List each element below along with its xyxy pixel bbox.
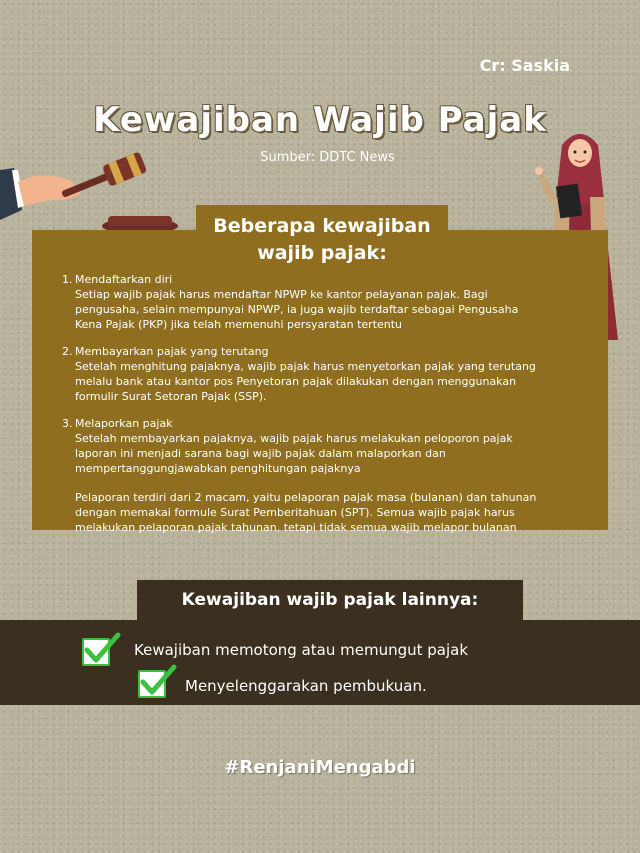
source-text: Sumber: DDTC News	[260, 150, 395, 165]
item-body: Setelah membayarkan pajaknya, wajib pajak harus melakukan peloporon pajak laporan ini menjadi sarana bagi wajib pajak dalam malaporkan dan mempertanggungjawabkan penghitungan pajaknya	[75, 432, 513, 475]
list-item	[62, 416, 562, 535]
other-obligation-item: Menyelenggarakan pembukuan.	[185, 677, 427, 695]
item-title: Melaporkan pajak	[75, 417, 173, 430]
item-number: 3.	[62, 417, 73, 430]
other-obligation-item: Kewajiban memotong atau memungut pajak	[134, 641, 469, 659]
item-number: 1.	[62, 273, 73, 286]
other-obligations-title: Kewajiban wajib pajak lainnya:	[137, 580, 523, 620]
credit-text: Cr: Saskia	[479, 56, 570, 75]
item-extra-note: Pelaporan terdiri dari 2 macam, yaitu pelaporan pajak masa (bulanan) dan tahunan dengan memakai formule Surat Pemberitahuan (SPT). Semua wajib pajak harus melakukan pelaporan pajak tahunan, tetapi tidak semua wajib melapor bulanan	[75, 491, 537, 534]
item-number: 2.	[62, 345, 73, 358]
page-title: Kewajiban Wajib Pajak	[93, 100, 547, 140]
hashtag-text: #RenjaniMengabdi	[224, 757, 416, 778]
item-body: Setelah menghitung pajaknya, wajib pajak harus menyetorkan pajak yang terutang melalu bank atau kantor pos Penyetoran pajak dilakukan dengan menggunakan formulir Surat Setoran Pajak (SSP).	[75, 360, 536, 403]
item-title: Mendaftarkan diri	[75, 273, 173, 286]
gavel-illustration	[0, 140, 200, 240]
subtitle-box	[196, 205, 448, 275]
checkmark-icon	[82, 632, 114, 664]
list-item	[62, 272, 562, 332]
obligations-list	[62, 272, 562, 547]
item-body: Setiap wajib pajak harus mendaftar NPWP ke kantor pelayanan pajak. Bagi pengusaha, selain mempunyai NPWP, ia juga wajib terdaftar sebagai Pengusaha Kena Pajak (PKP) jika telah memenuhi persyaratan tertentu	[75, 288, 519, 331]
subtitle-line-1: Beberapa kewajiban	[213, 215, 431, 237]
item-title: Membayarkan pajak yang terutang	[75, 345, 269, 358]
subtitle-line-2: wajib pajak:	[257, 242, 387, 264]
checkmark-icon	[138, 664, 170, 696]
list-item	[62, 344, 562, 404]
